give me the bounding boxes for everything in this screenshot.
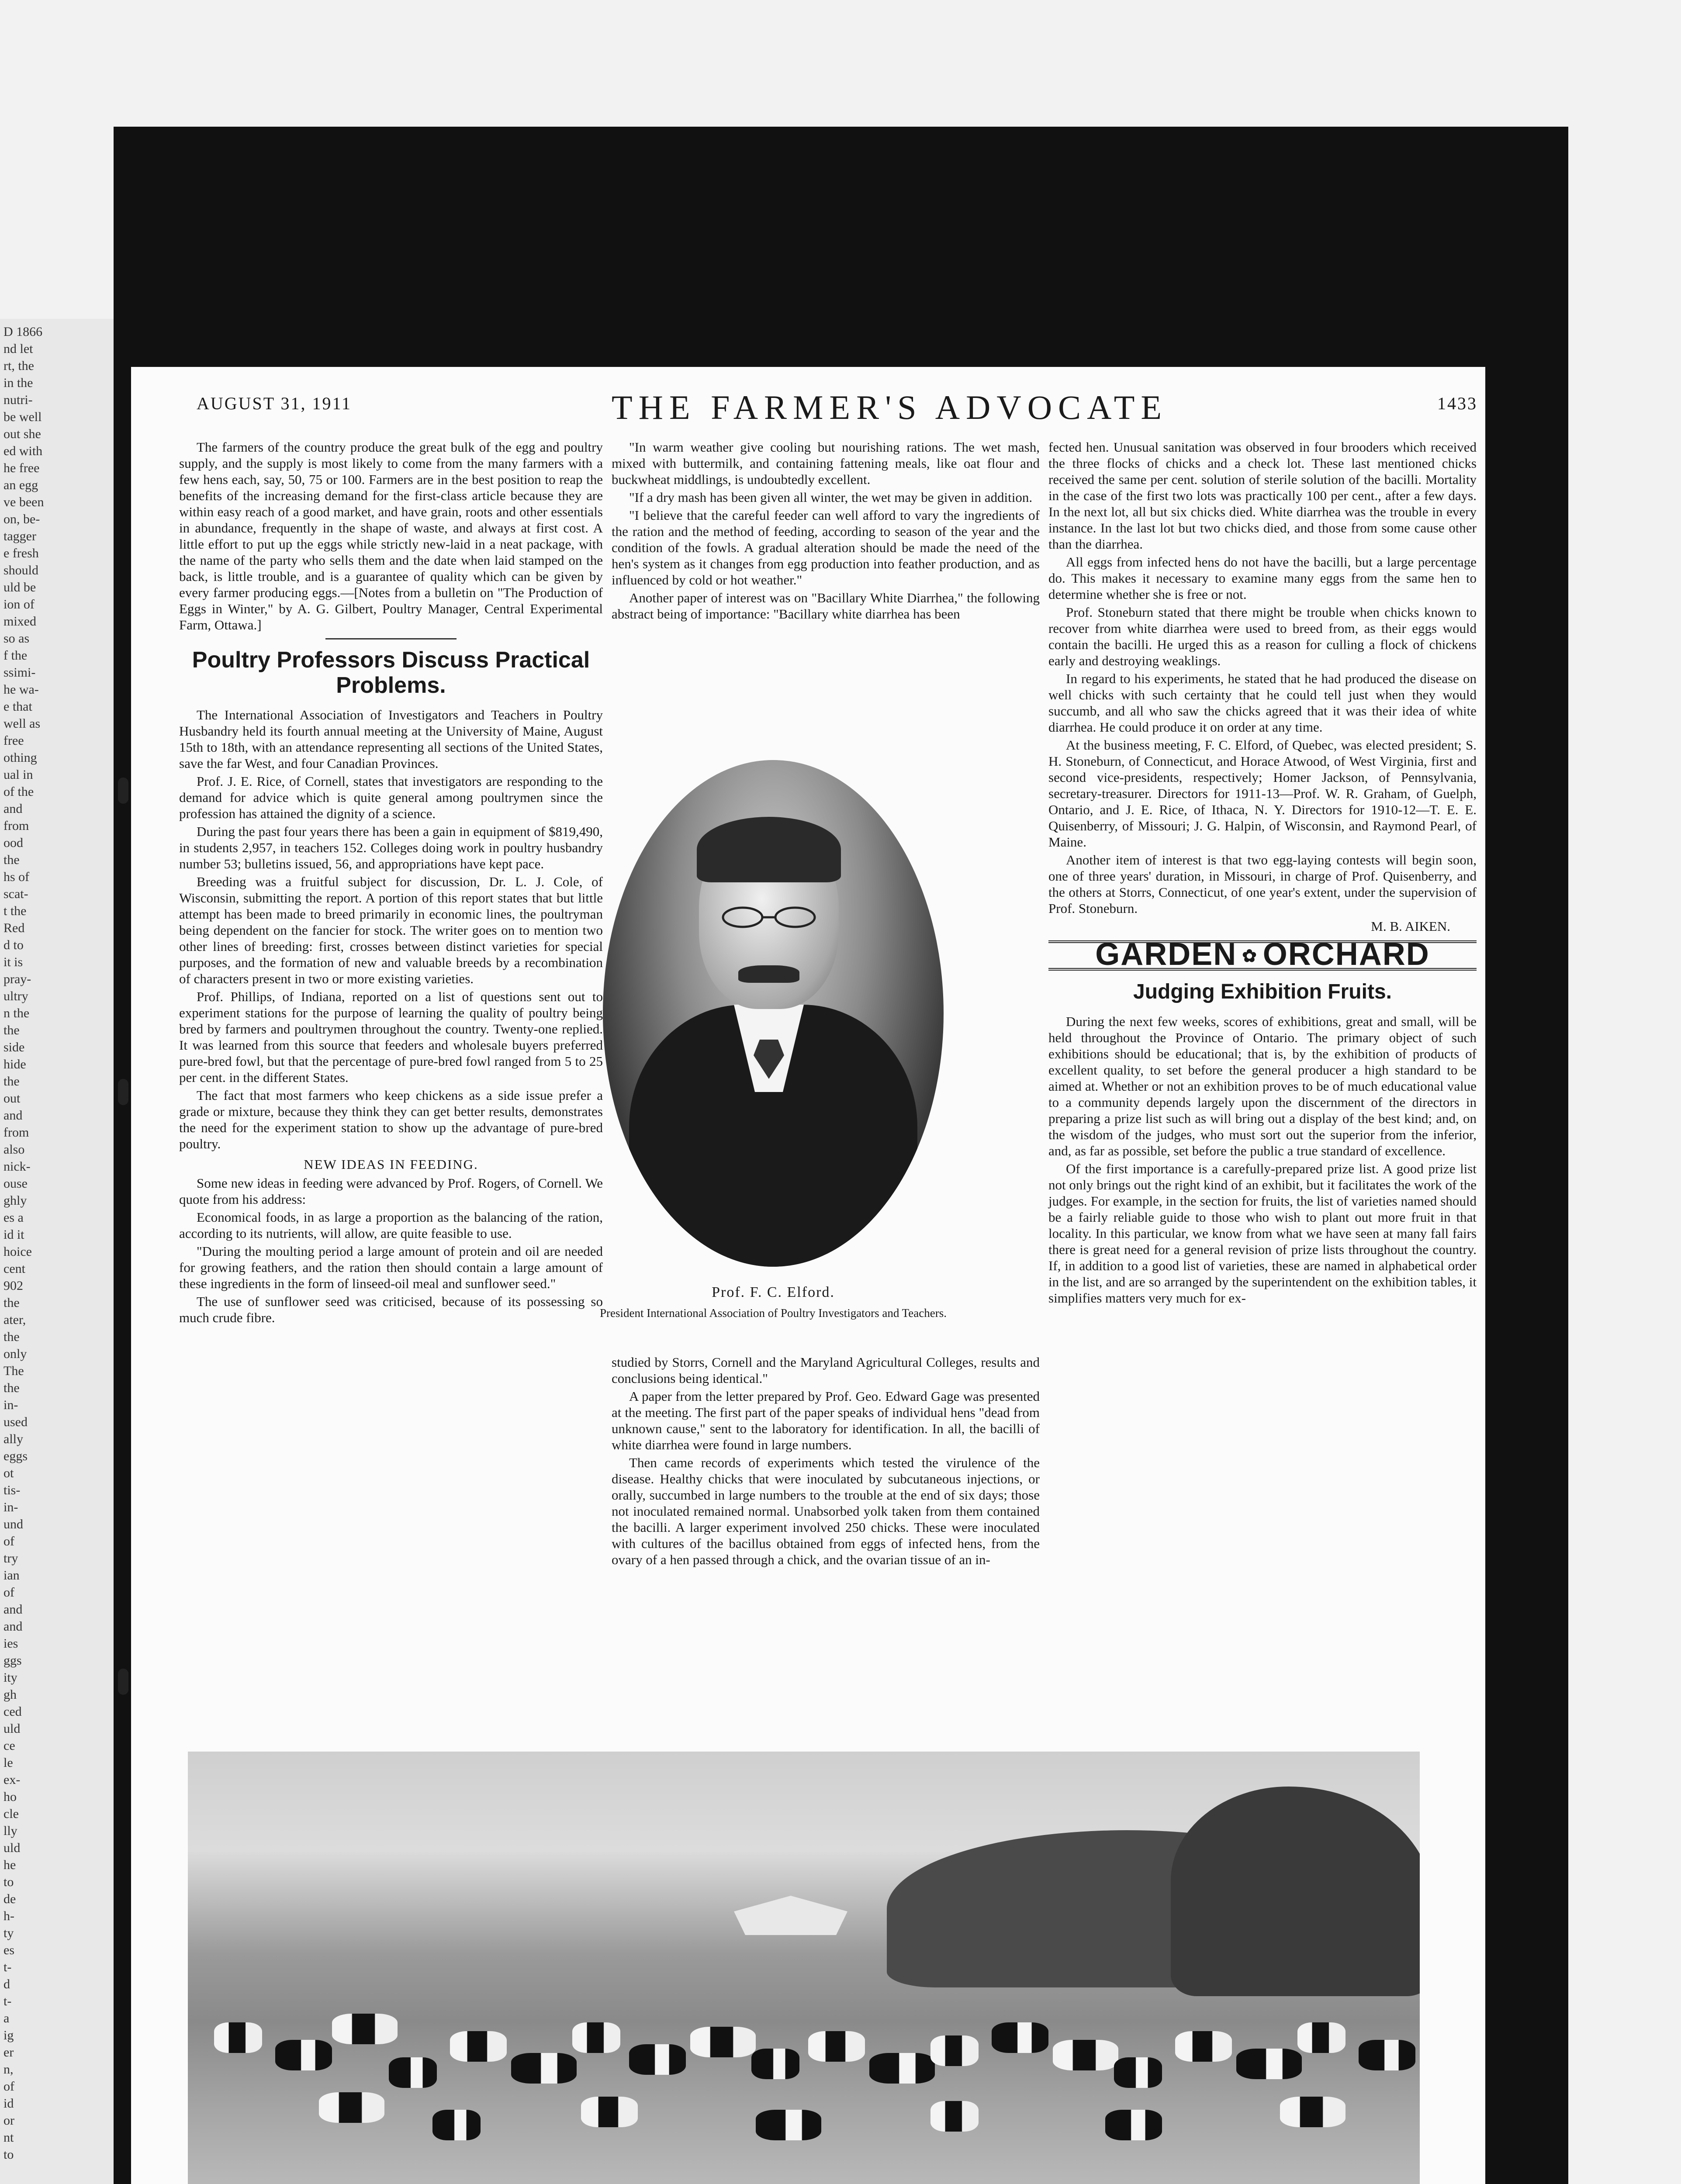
fragment-text: lly (3, 1824, 17, 1838)
fragment-text: from (3, 1125, 29, 1140)
fragment-text: d (3, 1977, 10, 1991)
fragment-text: used (3, 1415, 28, 1429)
cow (214, 2022, 262, 2053)
fragment-text: and (3, 1602, 23, 1617)
fragment-text: uld (3, 1841, 21, 1855)
fragment-text: e fresh (3, 546, 39, 560)
fragment-text: ater, (3, 1313, 26, 1327)
fragment-text: le (3, 1755, 13, 1770)
masthead-title: THE FARMER'S ADVOCATE (612, 388, 1168, 426)
fragment-text: Red (3, 921, 25, 935)
fragment-text: id it (3, 1227, 24, 1242)
article-headline: Poultry Professors Discuss Practical Problems. (192, 647, 590, 698)
herd-photo (188, 1752, 1420, 2184)
column-3 (1048, 439, 1477, 1308)
intro-paragraph: The farmers of the country produce the great bulk of the egg and poultry supply, and the supply is most likely to come from the many farmers with a few hens each, say, 50, 75 or 100. Farmers are in the best position to reap the benefits of the increasing demand for the first-class article because they are within easy reach of a good market, and have grain, roots and other essentials in abundance, frequently in the shape of waste, and always at first cost. A little effort to put up the eggs while strictly new-laid in a neat package, with the name of the party who sells them and the date when laid stamped on the back, is little trouble, and is a guarantee of quality which can be given by every farmer producing eggs.—[Notes from a bulletin on "The Production of Eggs in Winter," by A. G. Gilbert, Poultry Manager, Central Experimental Farm, Ottawa.] (179, 439, 603, 632)
fragment-text: id (3, 2096, 14, 2111)
fragment-text: d to (3, 938, 24, 952)
fragment-text: hide (3, 1057, 26, 1071)
cow (751, 2049, 799, 2079)
fragment-text: de (3, 1892, 16, 1906)
fragment-text: ghly (3, 1193, 27, 1208)
fragment-text: cent (3, 1261, 25, 1276)
paragraph: Some new ideas in feeding were advanced by Prof. Rogers, of Cornell. We quote from his address: (179, 1175, 603, 1207)
article-body (179, 707, 603, 1152)
fragment-text: ce (3, 1738, 15, 1753)
cow (808, 2031, 865, 2062)
cow (1280, 2097, 1345, 2127)
fragment-text: es a (3, 1210, 24, 1225)
paragraph: The International Association of Investigators and Teachers in Poultry Husbandry held its fourth annual meeting at the University of Maine, August 15th to 18th, with an attendance representing all sections of the United States, save the far West, and four Canadian Provinces. (179, 707, 603, 771)
fragment-text: nt (3, 2130, 14, 2145)
fragment-text: mixed (3, 614, 36, 629)
fragment-text: ssimi- (3, 665, 36, 680)
fragment-text: e that (3, 699, 32, 714)
divider (325, 638, 457, 639)
tree-line (1171, 1787, 1420, 1996)
binder-hole (118, 1669, 128, 1695)
fragment-text: ity (3, 1670, 17, 1685)
cow (581, 2097, 638, 2127)
cow (1236, 2049, 1302, 2079)
cow (756, 2110, 821, 2140)
paragraph: "If a dry mash has been given all winter, the wet may be given in addition. (629, 490, 1033, 505)
fragment-text: ig (3, 2028, 14, 2042)
adjacent-page-fragment (0, 319, 114, 2184)
paragraph: Economical foods, in as large a proportion as the balancing of the ration, according to its nutrients, will allow, are quite feasible to use. (179, 1209, 603, 1241)
paragraph: At the business meeting, F. C. Elford, of Quebec, was elected president; S. H. Stoneburn, of Connecticut, and Horace Atwood, of West Virginia, first and second vice-presidents, respectively; Homer Jackson, of Pennsylvania, secretary-treasurer. Directors for 1911-13—Prof. W. R. Graham, of Guelph, Ontario, and J. E. Rice, of Ithaca, N. Y. Directors for 1910-12—T. E. E. Quisenberry, of Missouri; J. G. Halpin, of Wisconsin, and Raymond Pearl, of Maine. (1048, 737, 1477, 850)
cow (1105, 2110, 1162, 2140)
fragment-text: should (3, 563, 39, 577)
fragment-text: he (3, 1858, 16, 1872)
distant-barn (734, 1896, 847, 1935)
section-banner (1048, 937, 1477, 972)
fragment-text: ally (3, 1432, 23, 1446)
portrait-hair (697, 817, 841, 882)
fragment-text: of the (3, 784, 34, 799)
paragraph: Another paper of interest was on "Bacillary White Diarrhea," the following abstract being of importance: "Bacillary white diarrhea has been (612, 590, 1040, 622)
section-subhead: NEW IDEAS IN FEEDING. (304, 1157, 478, 1172)
paragraph: During the next few weeks, scores of exhibitions, great and small, will be held throughout the Province of Ontario. The primary object of such exhibitions should be educational; that is, by the exhibition of products of excellent quality, to set before the general producer a high standard to be aimed at. Whether or not an exhibition proves to be of much educational value to a community depends largely upon the discernment of the directors in preparing a prize list such as will bring out a display of the best kind; and, on the wisdom of the judges, who must sort out the superior from the inferior, and, as far as possible, set before the public a true standard of excellence. (1048, 1014, 1477, 1159)
cow (432, 2110, 481, 2140)
column-2-top (612, 439, 1040, 624)
fragment-text: and (3, 1108, 23, 1123)
binder-hole (118, 1079, 128, 1105)
fragment-text: be well (3, 410, 42, 424)
fragment-text: und (3, 1517, 23, 1531)
author-signature: M. B. AIKEN. (1371, 919, 1450, 934)
fragment-text: ouse (3, 1176, 28, 1191)
fragment-text: or (3, 2113, 14, 2128)
binder-hole (118, 778, 128, 804)
column-1 (179, 439, 603, 1327)
paragraph: Then came records of experiments which tested the virulence of the disease. Healthy chicks that were inoculated by subcutaneous injections, or orally, succumbed in large numbers to the trouble at the end of six days; those not inoculated remained normal. Unabsorbed yolk taken from them contained the bacilli. A larger experiment involved 250 chicks. These were inoculated with cultures of the bacillus obtained from eggs of infected hens, from the ovary of a hen passed through a chick, and the ovarian tissue of an in- (612, 1455, 1040, 1567)
banner-right-word: ORCHARD (1262, 937, 1430, 972)
paragraph: "During the moulting period a large amount of protein and oil are needed for growing feathers, and the ration then should contain a large amount of these ingredients in the form of linseed-oil meal and sunflower seed." (179, 1244, 603, 1291)
cow (1053, 2040, 1118, 2070)
cow (1175, 2031, 1232, 2062)
fragment-text: n the (3, 1006, 30, 1020)
cow (450, 2031, 507, 2062)
fragment-text: the (3, 1074, 20, 1089)
paragraph: Of the first importance is a carefully-prepared prize list. A good prize list not only brings out the right kind of an exhibit, but it facilitates the work of the judges. For example, in the section for fruits, the list of varieties named should be a fairly reliable guide to those who wish to plant out more fruit in that locality. In this particular, we know from what we have seen at many fall fairs there is great need for a general revision of prize lists throughout the country. If, in addition to a good list of varieties, these are named in alphabetical order in the list, and are so arranged by the superintendent on the exhibition tables, it simplifies matters very much for ex- (1048, 1161, 1477, 1306)
paragraph: A paper from the letter prepared by Prof. Geo. Edward Gage was presented at the meeting. The first part of the paper speaks of individual hens "dead from unknown cause," sent to the laboratory for identification. In all, the bacilli of white diarrhea were found in large numbers. (612, 1389, 1040, 1452)
column-2-bottom (612, 1354, 1040, 1569)
fragment-text: nutri- (3, 393, 33, 407)
cow (319, 2092, 384, 2123)
fragment-text: only (3, 1347, 27, 1361)
fragment-text: it is (3, 955, 23, 969)
fragment-text: n, (3, 2062, 14, 2077)
paragraph: The fact that most farmers who keep chickens as a side issue prefer a grade or mixture, because they think they can get better results, demonstrates the need for the experiment station to show up the advantage of pure-bred poultry. (179, 1088, 603, 1151)
fragment-text: the (3, 1330, 20, 1344)
fragment-text: tis- (3, 1483, 21, 1497)
fragment-text: es (3, 1943, 14, 1957)
fragment-text: ed with (3, 444, 43, 458)
fragment-text: from (3, 819, 29, 833)
fragment-text: othing (3, 750, 37, 765)
fragment-text: ve been (3, 495, 44, 509)
fragment-text: hoice (3, 1244, 32, 1259)
fragment-text: tagger (3, 529, 36, 543)
fragment-text: ggs (3, 1653, 22, 1668)
fragment-text: the (3, 1296, 20, 1310)
fragment-text: ex- (3, 1773, 21, 1787)
portrait-name: Prof. F. C. Elford. (712, 1284, 835, 1300)
spectacles-icon (719, 904, 819, 930)
paragraph: During the past four years there has been a gain in equipment of $819,490, in students 2,957, in teachers 152. Colleges doing work in poultry husbandry number 53; bulletins issued, 56, and appropriations have kept pace. (179, 824, 603, 871)
fragment-text: ual in (3, 767, 33, 782)
fragment-text: try (3, 1551, 18, 1565)
cow (629, 2044, 686, 2075)
cow (1114, 2057, 1162, 2088)
paragraph: The use of sunflower seed was criticised, because of its possessing so much crude fibre. (179, 1294, 603, 1325)
cow (511, 2053, 577, 2084)
fragment-text: to (3, 1875, 14, 1889)
cow (930, 2035, 979, 2066)
fragment-text: well as (3, 716, 41, 731)
article-body-continued (179, 1175, 603, 1326)
fragment-text: nick- (3, 1159, 31, 1174)
fragment-text: ot (3, 1466, 14, 1480)
paragraph: Another item of interest is that two egg-laying contests will begin soon, one of three years' duration, in Missouri, in charge of Prof. Quisenberry, and the others at Storrs, Connecticut, of one year's extent, under the supervision of Prof. Stoneburn. (1048, 852, 1477, 916)
fragment-text: so as (3, 631, 30, 646)
fragment-text: t the (3, 904, 27, 918)
fragment-text: D 1866 (3, 325, 43, 339)
fragment-text: of (3, 2079, 14, 2094)
paragraph: studied by Storrs, Cornell and the Maryland Agricultural Colleges, results and conclusions being identical." (612, 1355, 1040, 1386)
fragment-text: ty (3, 1926, 14, 1940)
cow (1297, 2022, 1345, 2053)
fragment-text: scat- (3, 887, 28, 901)
fragment-text: on, be- (3, 512, 40, 526)
fragment-text: pray- (3, 972, 31, 986)
fragment-text: also (3, 1142, 25, 1157)
fragment-text: ian (3, 1568, 20, 1583)
portrait-moustache (738, 965, 799, 983)
fragment-text: of (3, 1585, 14, 1600)
paragraph: "In warm weather give cooling but nourishing rations. The wet mash, mixed with buttermilk, and containing fattening meals, like oat flour and buckwheat middlings, is undoubtedly excellent. (612, 439, 1040, 487)
fragment-text: out (3, 1091, 21, 1106)
fragment-text: he free (3, 461, 40, 475)
fragment-text: the (3, 1381, 20, 1395)
cow (275, 2040, 332, 2070)
fragment-text: f the (3, 648, 28, 663)
fragment-text: rt, the (3, 359, 34, 373)
fragment-text: t- (3, 1994, 12, 2008)
fragment-text: hs of (3, 870, 30, 884)
fragment-text: ies (3, 1636, 18, 1651)
cow (869, 2053, 935, 2084)
paragraph: Breeding was a fruitful subject for discussion, Dr. L. J. Cole, of Wisconsin, submitting the report. A portion of this report states that but little attempt has been made to breed primarily in economic lines, the poultryman being dependent on the fancier for stock. The writer goes on to mention two other lines of breeding: first, crosses between distinct varieties for special purposes, and the formation of new and valuable breeds by a recombination of characters present in two or more existing varieties. (179, 874, 603, 986)
fragment-text: he wa- (3, 682, 39, 697)
cow (930, 2101, 979, 2132)
fragment-text: h- (3, 1909, 14, 1923)
cow (332, 2014, 398, 2044)
fragment-text: the (3, 853, 20, 867)
portrait-photo (603, 760, 944, 1267)
fragment-text: the (3, 1023, 20, 1037)
paragraph: Prof. Stoneburn stated that there might be trouble when chicks known to recover from white diarrhea were used to breed from, as their eggs would contain the bacilli. He urged this as a reason for culling a flock of chickens early and destroying weaklings. (1048, 605, 1477, 668)
fragment-text: in- (3, 1398, 18, 1412)
fragment-text: cle (3, 1807, 19, 1821)
fragment-text: side (3, 1040, 25, 1054)
fragment-text: ood (3, 836, 23, 850)
fragment-text: free (3, 733, 24, 748)
portrait-caption: President International Association of Poultry Investigators and Teachers. (600, 1306, 947, 1320)
fragment-text: in- (3, 1500, 18, 1514)
fragment-text: an egg (3, 478, 38, 492)
fragment-text: a (3, 2011, 10, 2025)
fragment-text: uld be (3, 580, 36, 594)
fragment-text: er (3, 2045, 14, 2060)
fragment-text: ion of (3, 597, 35, 612)
fragment-text: ho (3, 1790, 17, 1804)
fragment-text: 902 (3, 1279, 23, 1293)
paragraph: Prof. J. E. Rice, of Cornell, states that investigators are responding to the demand for advice which is quite general among poultrymen since the profession has attained the dignity of a science. (179, 774, 603, 821)
fragment-text: and (3, 1619, 23, 1634)
cow (572, 2022, 620, 2053)
cow (992, 2022, 1048, 2053)
ornament-icon: ✿ (1242, 947, 1258, 966)
fragment-text: to (3, 2147, 14, 2162)
fragment-text: ultry (3, 989, 28, 1003)
paragraph: All eggs from infected hens do not have the bacilli, but a large percentage do. This makes it necessary to examine many eggs from the same hen to determine whether she is free or not. (1048, 554, 1477, 602)
fragment-text: The (3, 1364, 24, 1378)
fragment-text: gh (3, 1687, 17, 1702)
fragment-text: uld (3, 1721, 21, 1736)
cow (690, 2027, 756, 2057)
page-number: 1433 (1437, 394, 1477, 413)
fragment-text: eggs (3, 1449, 28, 1463)
fragment-text: ced (3, 1704, 22, 1719)
fragment-text: in the (3, 376, 33, 390)
paragraph: fected hen. Unusual sanitation was observed in four brooders which received the three flocks of chicks and a check lot. These last mentioned chicks received the same per cent. solution of sterile solution of the bacilli. Mortality in the case of the first two lots was practically 100 per cent., after a few days. In the next lot, all but six chicks died. White diarrhea was the trouble in every instance. In the last lot but two chicks died, and those from some cause other than the diarrhea. (1048, 439, 1477, 552)
fragment-text: nd let (3, 342, 33, 356)
cow (389, 2057, 437, 2088)
cow (1359, 2040, 1415, 2070)
banner-left-word: GARDEN (1095, 937, 1237, 972)
fragment-text: of (3, 1534, 14, 1548)
fragment-text: t- (3, 1960, 12, 1974)
newspaper-page (131, 367, 1485, 2184)
paragraph: Prof. Phillips, of Indiana, reported on a list of questions sent out to experiment stations for the purpose of learning the quality of poultry being bred by farmers and poultrymen throughout the country. Twenty-one replied. It was learned from this source that feeders and wholesale buyers preferred pure-bred fowl, but that the percentage of pure-bred fowl ranged from 5 to 25 per cent. in the different States. (179, 989, 603, 1085)
fragment-text: and (3, 802, 23, 816)
article-headline: Judging Exhibition Fruits. (1133, 980, 1392, 1004)
paragraph: "I believe that the careful feeder can well afford to vary the ingredients of the ration and the method of feeding, according to season of the year and the condition of the fowls. A gradual alteration should be made the need of the hen's system as it changes from egg production into feather production, and as influenced by cold or hot weather." (612, 508, 1040, 587)
running-head-date: AUGUST 31, 1911 (197, 394, 352, 413)
paragraph: In regard to his experiments, he stated that he had produced the disease on well chicks with such certainty that he could tell just when they would succumb, and all who saw the chicks agreed that it was their idea of white diarrhea. He could produce it on order at any time. (1048, 671, 1477, 735)
fragment-text: out she (3, 427, 41, 441)
